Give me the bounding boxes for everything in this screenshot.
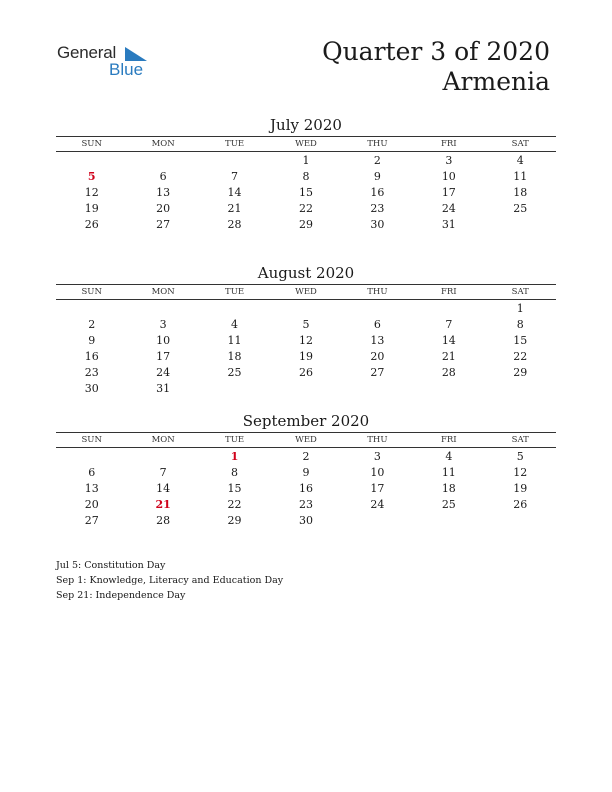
day-cell: 24 bbox=[156, 365, 171, 379]
day-cell: 31 bbox=[441, 217, 456, 231]
day-cell: 18 bbox=[441, 481, 456, 495]
weekday-label: MON bbox=[151, 139, 175, 149]
day-cell: 30 bbox=[370, 217, 385, 231]
title-block bbox=[322, 37, 550, 97]
weekday-label: WED bbox=[295, 435, 317, 445]
day-cell: 15 bbox=[298, 185, 313, 199]
day-cell: 16 bbox=[84, 349, 99, 363]
day-cell: 9 bbox=[88, 333, 96, 347]
day-cell: 18 bbox=[513, 185, 528, 199]
day-cell: 2 bbox=[373, 153, 381, 167]
week-row bbox=[56, 512, 556, 528]
weekday-label: MON bbox=[151, 435, 175, 445]
day-cell: 20 bbox=[84, 497, 99, 511]
day-cell: 14 bbox=[227, 185, 242, 199]
day-cell: 1 bbox=[302, 153, 310, 167]
day-cell: 10 bbox=[441, 169, 456, 183]
day-cell: 11 bbox=[441, 465, 456, 479]
week-row bbox=[56, 316, 556, 332]
day-cell: 19 bbox=[84, 201, 99, 215]
day-cell: 29 bbox=[227, 513, 242, 527]
month-july bbox=[56, 116, 556, 232]
day-cell: 23 bbox=[370, 201, 385, 215]
weekday-label: SUN bbox=[81, 435, 102, 445]
day-cell: 21 bbox=[441, 349, 456, 363]
day-cell: 18 bbox=[227, 349, 242, 363]
weekday-label: SUN bbox=[81, 139, 102, 149]
day-cell: 20 bbox=[156, 201, 171, 215]
week-row bbox=[56, 168, 556, 184]
month-september bbox=[56, 412, 556, 528]
day-cell: 14 bbox=[156, 481, 171, 495]
day-cell: 6 bbox=[88, 465, 96, 479]
day-cell: 22 bbox=[298, 201, 313, 215]
day-cell: 17 bbox=[156, 349, 171, 363]
day-cell: 23 bbox=[84, 365, 99, 379]
day-cell: 29 bbox=[513, 365, 528, 379]
day-cell: 28 bbox=[441, 365, 456, 379]
day-cell: 22 bbox=[513, 349, 528, 363]
day-cell: 13 bbox=[84, 481, 99, 495]
month-title: August 2020 bbox=[257, 264, 355, 282]
day-cell: 26 bbox=[84, 217, 99, 231]
weekday-header bbox=[56, 136, 556, 152]
month-august bbox=[56, 264, 556, 396]
logo-text-general: General bbox=[57, 43, 117, 62]
day-cell: 5 bbox=[516, 449, 524, 463]
day-cell: 16 bbox=[370, 185, 385, 199]
weekday-label: SAT bbox=[511, 139, 529, 149]
day-cell: 11 bbox=[513, 169, 528, 183]
holiday-date: 1 bbox=[230, 449, 239, 463]
day-cell: 2 bbox=[88, 317, 96, 331]
holiday-date: 5 bbox=[87, 169, 96, 183]
weekday-label: TUE bbox=[225, 139, 245, 149]
day-cell: 20 bbox=[370, 349, 385, 363]
day-cell: 28 bbox=[227, 217, 242, 231]
weekday-label: WED bbox=[295, 287, 317, 297]
day-cell: 30 bbox=[298, 513, 313, 527]
weekday-label: THU bbox=[367, 139, 388, 149]
logo-text-blue: Blue bbox=[109, 60, 144, 79]
weekday-label: SAT bbox=[511, 435, 529, 445]
weekday-label: FRI bbox=[440, 287, 457, 297]
weekday-label: SUN bbox=[81, 287, 102, 297]
day-cell: 13 bbox=[156, 185, 171, 199]
day-cell: 19 bbox=[298, 349, 313, 363]
day-cell: 17 bbox=[370, 481, 385, 495]
day-cell: 8 bbox=[516, 317, 524, 331]
day-cell: 10 bbox=[156, 333, 171, 347]
day-cell: 9 bbox=[373, 169, 381, 183]
holiday-date: 21 bbox=[155, 497, 171, 511]
week-row bbox=[56, 216, 556, 232]
day-cell: 10 bbox=[370, 465, 385, 479]
day-cell: 27 bbox=[84, 513, 99, 527]
weekday-header bbox=[56, 284, 556, 300]
holiday-note: Sep 21: Independence Day bbox=[56, 590, 186, 601]
day-cell: 21 bbox=[227, 201, 242, 215]
week-row bbox=[56, 332, 556, 348]
generalblue-logo bbox=[57, 43, 167, 83]
page-title: Quarter 3 of 2020 bbox=[322, 37, 550, 66]
day-cell: 16 bbox=[298, 481, 313, 495]
week-row bbox=[56, 300, 556, 316]
day-cell: 9 bbox=[302, 465, 310, 479]
weekday-header bbox=[56, 432, 556, 448]
week-row bbox=[56, 364, 556, 380]
month-title: September 2020 bbox=[242, 412, 370, 430]
week-row bbox=[56, 480, 556, 496]
day-cell: 24 bbox=[370, 497, 385, 511]
day-cell: 4 bbox=[516, 153, 524, 167]
week-row bbox=[56, 464, 556, 480]
day-cell: 14 bbox=[441, 333, 456, 347]
day-cell: 4 bbox=[231, 317, 239, 331]
weekday-label: FRI bbox=[440, 435, 457, 445]
week-row bbox=[56, 184, 556, 200]
week-row bbox=[56, 152, 556, 168]
day-cell: 4 bbox=[445, 449, 453, 463]
month-title: July 2020 bbox=[270, 116, 342, 134]
day-cell: 3 bbox=[373, 449, 381, 463]
week-row bbox=[56, 448, 556, 464]
day-cell: 11 bbox=[227, 333, 242, 347]
weekday-label: FRI bbox=[440, 139, 457, 149]
holiday-note: Sep 1: Knowledge, Literacy and Education Day bbox=[56, 575, 284, 586]
week-row bbox=[56, 200, 556, 216]
day-cell: 30 bbox=[84, 381, 99, 395]
weekday-label: TUE bbox=[225, 435, 245, 445]
day-cell: 12 bbox=[513, 465, 528, 479]
weekday-label: THU bbox=[367, 287, 388, 297]
day-cell: 24 bbox=[441, 201, 456, 215]
day-cell: 7 bbox=[231, 169, 239, 183]
holiday-notes bbox=[56, 558, 283, 603]
day-cell: 29 bbox=[298, 217, 313, 231]
day-cell: 25 bbox=[441, 497, 456, 511]
week-row bbox=[56, 380, 556, 396]
day-cell: 1 bbox=[516, 301, 524, 315]
day-cell: 17 bbox=[441, 185, 456, 199]
day-cell: 26 bbox=[513, 497, 528, 511]
day-cell: 22 bbox=[227, 497, 242, 511]
day-cell: 2 bbox=[302, 449, 310, 463]
day-cell: 7 bbox=[159, 465, 167, 479]
week-row bbox=[56, 496, 556, 512]
day-cell: 3 bbox=[445, 153, 453, 167]
day-cell: 8 bbox=[231, 465, 239, 479]
weekday-label: MON bbox=[151, 287, 175, 297]
day-cell: 15 bbox=[513, 333, 528, 347]
weekday-label: WED bbox=[295, 139, 317, 149]
day-cell: 13 bbox=[370, 333, 385, 347]
day-cell: 8 bbox=[302, 169, 310, 183]
day-cell: 31 bbox=[156, 381, 171, 395]
day-cell: 25 bbox=[513, 201, 528, 215]
weekday-label: TUE bbox=[225, 287, 245, 297]
day-cell: 27 bbox=[370, 365, 385, 379]
day-cell: 25 bbox=[227, 365, 242, 379]
day-cell: 12 bbox=[298, 333, 313, 347]
country-name: Armenia bbox=[442, 67, 550, 96]
day-cell: 28 bbox=[156, 513, 171, 527]
weekday-label: SAT bbox=[511, 287, 529, 297]
day-cell: 15 bbox=[227, 481, 242, 495]
day-cell: 6 bbox=[159, 169, 167, 183]
day-cell: 6 bbox=[373, 317, 381, 331]
day-cell: 19 bbox=[513, 481, 528, 495]
week-row bbox=[56, 348, 556, 364]
weekday-label: THU bbox=[367, 435, 388, 445]
day-cell: 26 bbox=[298, 365, 313, 379]
day-cell: 7 bbox=[445, 317, 453, 331]
holiday-note: Jul 5: Constitution Day bbox=[56, 560, 166, 571]
day-cell: 27 bbox=[156, 217, 171, 231]
day-cell: 5 bbox=[302, 317, 310, 331]
day-cell: 12 bbox=[84, 185, 99, 199]
day-cell: 3 bbox=[159, 317, 167, 331]
day-cell: 23 bbox=[298, 497, 313, 511]
